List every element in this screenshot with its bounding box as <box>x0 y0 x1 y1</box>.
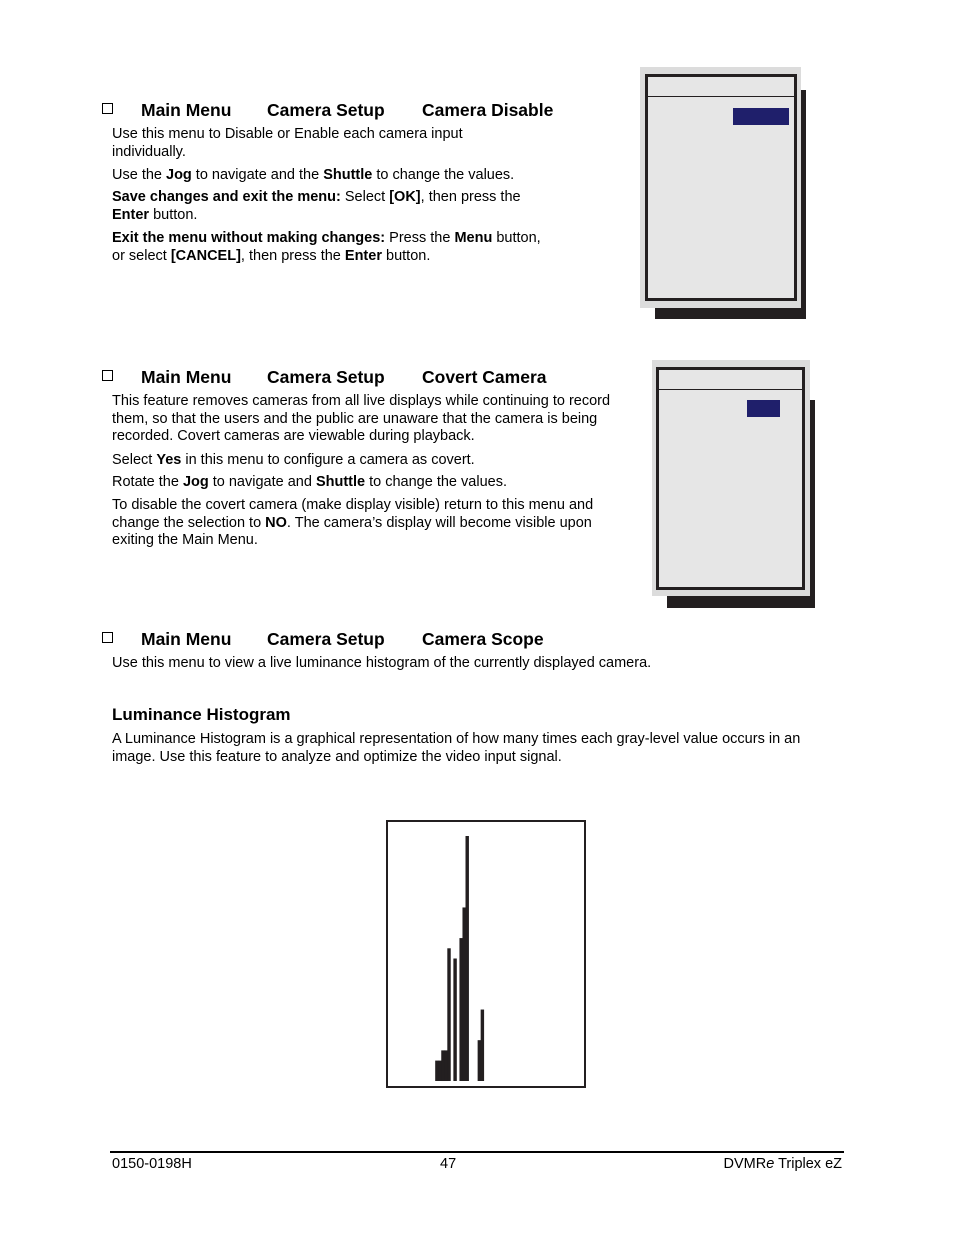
histogram-bar <box>435 1061 438 1081</box>
histogram-bar <box>459 938 462 1081</box>
menu-window <box>656 367 805 590</box>
breadcrumb-camera-setup: Camera Setup <box>267 629 385 649</box>
breadcrumb-main-menu: Main Menu <box>141 629 232 649</box>
bold-term: Menu <box>454 230 493 246</box>
subheading-luminance-histogram: Luminance Histogram <box>112 705 291 724</box>
bold-term: NO <box>265 514 287 531</box>
checkbox-bullet <box>102 370 113 381</box>
menu-window <box>645 74 797 301</box>
checkbox-bullet <box>102 103 113 114</box>
bold-term: Enter <box>112 206 150 223</box>
bold-term: Save changes and exit the menu: <box>112 189 341 205</box>
menu-title-bar <box>659 370 802 390</box>
paragraph: Save changes and exit the menu: Select [OK], then press the Enter button. <box>112 189 521 223</box>
menu-selection-highlight <box>747 400 780 417</box>
paragraph: This feature removes cameras from all live displays while continuing to record them, so that the users and the public are unaware that the camera is being recorded. Covert cameras are viewable during playback. <box>112 393 611 444</box>
product-italic: e <box>766 1156 775 1172</box>
histogram-bar <box>447 948 450 1081</box>
section-heading-camera-scope <box>102 629 572 651</box>
bold-term: Enter <box>344 247 382 264</box>
bold-term: [CANCEL] <box>170 247 241 264</box>
footer-page-number: 47 <box>440 1156 457 1172</box>
section-heading-camera-disable <box>102 100 572 122</box>
histogram-bar <box>438 1061 441 1081</box>
bold-term: Yes <box>156 452 182 468</box>
product-prefix: DVMR <box>723 1156 767 1172</box>
footer-doc-number: 0150-0198H <box>112 1156 192 1172</box>
histogram-bar <box>444 1050 447 1081</box>
bold-term: Jog <box>182 474 209 490</box>
footer-rule <box>110 1151 844 1153</box>
breadcrumb-camera-disable: Camera Disable <box>422 100 554 120</box>
bold-term: [OK] <box>389 189 421 205</box>
histogram-bar <box>462 907 465 1081</box>
paragraph-luminance: A Luminance Histogram is a graphical representation of how many times each gray-level value occurs in an image. Use this feature to analyze and optimize the video input signal. <box>112 731 801 765</box>
footer-product-name <box>724 1155 842 1173</box>
breadcrumb-main-menu: Main Menu <box>141 100 232 120</box>
breadcrumb-main-menu: Main Menu <box>141 367 232 387</box>
paragraph: Exit the menu without making changes: Press the Menu button, or select [CANCEL], then press the Enter button. <box>112 230 541 264</box>
bold-term: Shuttle <box>323 167 373 183</box>
breadcrumb-camera-scope: Camera Scope <box>422 629 544 649</box>
paragraph: To disable the covert camera (make display visible) return to this menu and change the selection to NO. The camera’s display will become visible upon exiting the Main Menu. <box>112 497 594 548</box>
histogram-plot <box>388 822 584 1086</box>
bold-term: Shuttle <box>315 474 366 490</box>
menu-title-bar <box>648 77 794 97</box>
product-suffix: Triplex eZ <box>774 1156 842 1172</box>
breadcrumb-covert-camera: Covert Camera <box>422 367 547 387</box>
histogram-bar <box>478 1040 481 1081</box>
bold-term: Jog <box>166 167 192 183</box>
breadcrumb-camera-setup: Camera Setup <box>267 367 385 387</box>
checkbox-bullet <box>102 632 113 643</box>
histogram-bar <box>453 959 456 1082</box>
breadcrumb-camera-setup: Camera Setup <box>267 100 385 120</box>
menu-selection-highlight <box>733 108 789 125</box>
paragraph: Select Yes in this menu to configure a camera as covert. <box>112 452 475 468</box>
paragraph: Rotate the Jog to navigate and Shuttle to change the values. <box>112 474 507 490</box>
histogram-bar <box>481 1010 484 1081</box>
paragraph: Use the Jog to navigate and the Shuttle to change the values. <box>112 167 515 183</box>
histogram-bar <box>466 836 469 1081</box>
bold-term: Exit the menu without making changes: <box>112 230 386 246</box>
luminance-histogram-figure <box>386 820 586 1088</box>
section-heading-covert-camera <box>102 367 572 389</box>
paragraph: Use this menu to view a live luminance histogram of the currently displayed camera. <box>112 655 652 671</box>
paragraph: Use this menu to Disable or Enable each camera input individually. <box>112 126 463 160</box>
histogram-bar <box>441 1050 444 1081</box>
